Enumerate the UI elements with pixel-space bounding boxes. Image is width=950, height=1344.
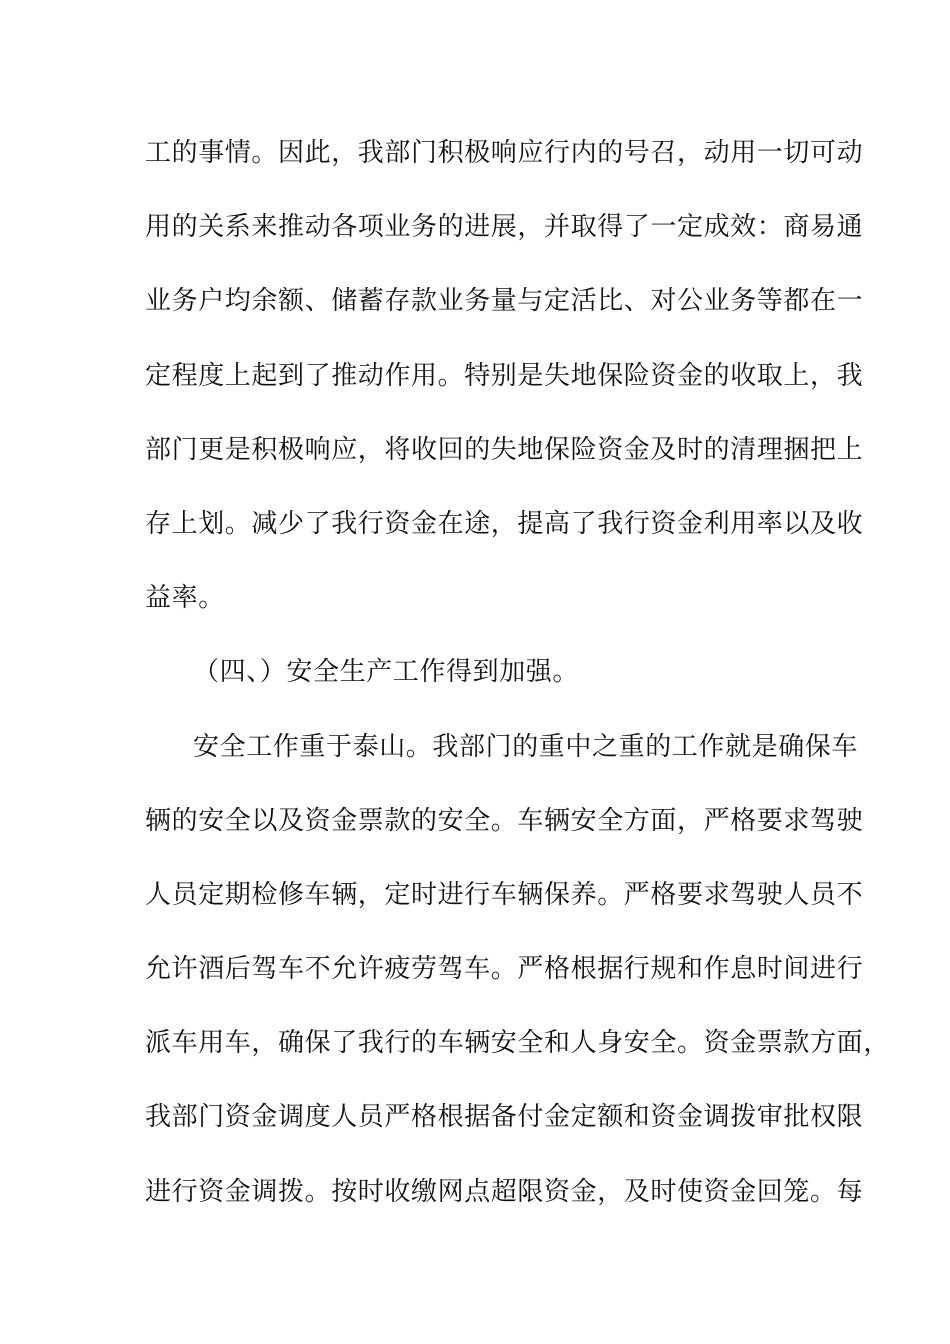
text-line: 我部门资金调度人员严格根据备付金定额和资金调拨审批权限 <box>145 1102 864 1133</box>
body-text <box>145 130 890 1243</box>
text-line: 派车用车，确保了我行的车辆安全和人身安全。资金票款方面， <box>145 1028 890 1059</box>
paragraph-start-line: 安全工作重于泰山。我部门的重中之重的工作就是确保车 <box>193 731 859 762</box>
text-line: 益率。 <box>145 583 225 614</box>
text-line: 业务户均余额、储蓄存款业务量与定活比、对公业务等都在一 <box>145 286 864 317</box>
text-line: 部门更是积极响应，将收回的失地保险资金及时的清理捆把上 <box>145 434 864 465</box>
text-line: 定程度上起到了推动作用。特别是失地保险资金的收取上，我 <box>145 360 864 391</box>
text-line: 用的关系来推动各项业务的进展，并取得了一定成效：商易通 <box>145 212 864 243</box>
text-line: 允许酒后驾车不允许疲劳驾车。严格根据行规和作息时间进行 <box>145 954 864 985</box>
text-line: 辆的安全以及资金票款的安全。车辆安全方面，严格要求驾驶 <box>145 805 864 836</box>
section-heading: （四、）安全生产工作得到加强。 <box>193 657 580 688</box>
text-line: 工的事情。因此，我部门积极响应行内的号召，动用一切可动 <box>145 138 864 168</box>
text-line: 进行资金调拨。按时收缴网点超限资金，及时使资金回笼。每 <box>145 1176 864 1207</box>
text-line: 存上划。减少了我行资金在途，提高了我行资金利用率以及收 <box>145 508 864 539</box>
text-line: 人员定期检修车辆，定时进行车辆保养。严格要求驾驶人员不 <box>145 879 864 910</box>
